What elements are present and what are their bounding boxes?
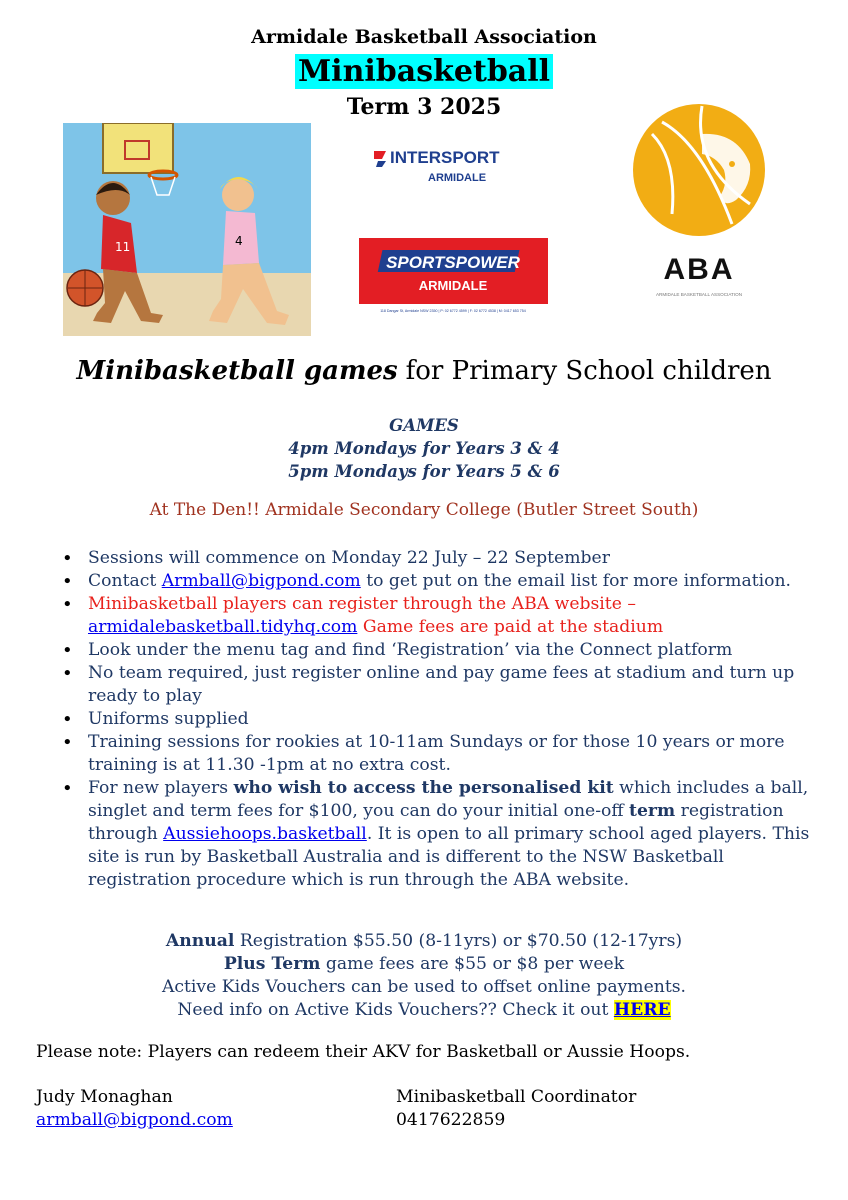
list-item xyxy=(60,570,820,593)
bullet-text: Training sessions for rookies at 10-11am Sundays or for those 10 years or more training is at 11.30 -1pm at no extra cost. xyxy=(88,732,785,775)
program-title: Minibasketball xyxy=(295,54,553,89)
coordinator-email-link[interactable]: armball@bigpond.com xyxy=(36,1110,233,1130)
list-item xyxy=(60,547,820,570)
bullet-bold-text: term xyxy=(629,801,676,821)
fees-block xyxy=(0,930,848,1022)
aba-letters: ABA xyxy=(663,253,735,286)
vouchers-here-link[interactable]: HERE xyxy=(613,1000,671,1020)
aussiehoops-link[interactable]: Aussiehoops.basketball xyxy=(163,824,367,844)
bullet-text: Sessions will commence on Monday 22 July – 22 September xyxy=(88,548,610,568)
games-heading: GAMES xyxy=(389,416,459,435)
games-block xyxy=(0,414,848,483)
kids-basketball-illustration xyxy=(63,123,311,336)
sportspower-sub: ARMIDALE xyxy=(418,278,488,293)
bullet-text: registration through xyxy=(88,801,784,844)
bullet-text: Look under the menu tag and find ‘Registration’ via the Connect platform xyxy=(88,640,733,660)
list-item xyxy=(60,639,820,662)
list-item xyxy=(60,708,820,731)
intersport-name: INTERSPORT xyxy=(390,148,500,167)
coordinator-role: Minibasketball Coordinator xyxy=(396,1087,637,1107)
tagline-rest: for Primary School children xyxy=(405,356,772,386)
contact-email-link[interactable]: Armball@bigpond.com xyxy=(161,571,361,591)
jersey-number-boy: 11 xyxy=(115,240,131,254)
jersey-number-girl: 4 xyxy=(235,234,243,248)
coordinator-name: Judy Monaghan xyxy=(36,1087,173,1107)
term-text: game fees are $55 or $8 per week xyxy=(320,954,625,974)
games-line-2: 5pm Mondays for Years 5 & 6 xyxy=(288,462,560,481)
bullet-text: Minibasketball players can register through the ABA website – xyxy=(88,594,636,614)
sportspower-logo xyxy=(359,238,548,316)
vouchers-info-line xyxy=(0,999,848,1022)
term-fee-line xyxy=(0,953,848,976)
venue: At The Den!! Armidale Secondary College (Butler Street South) xyxy=(149,500,699,520)
bullet-text: . It is open to all primary school aged players. This site is run by Basketball Australia and is different to the NSW Basketball registration procedure which is run through the ABA website. xyxy=(88,824,810,890)
bullet-text: No team required, just register online and pay game fees at stadium and turn up ready to play xyxy=(88,663,795,706)
annual-fee-line xyxy=(0,930,848,953)
association-title: Armidale Basketball Association xyxy=(251,26,597,48)
list-item xyxy=(60,731,820,777)
tagline xyxy=(0,356,848,386)
annual-label: Annual xyxy=(165,931,235,951)
bullet-text: which includes a ball, singlet and term fees for $100, you can do your initial one-off xyxy=(88,778,809,821)
sportspower-name: SPORTSPOWER xyxy=(386,253,520,272)
bullet-text: Uniforms supplied xyxy=(88,709,249,729)
intersport-sub: ARMIDALE xyxy=(428,172,487,184)
program-title-wrap xyxy=(0,54,848,89)
aba-website-link[interactable]: armidalebasketball.tidyhq.com xyxy=(88,617,358,637)
coordinator-phone: 0417622859 xyxy=(396,1110,506,1130)
info-bullet-list xyxy=(60,547,820,892)
vouchers-line: Active Kids Vouchers can be used to offset online payments. xyxy=(161,977,687,997)
bullet-bold-text: who wish to access the personalised kit xyxy=(233,778,614,798)
list-item xyxy=(60,593,820,639)
annual-text: Registration $55.50 (8-11yrs) or $70.50 (12-17yrs) xyxy=(234,931,683,951)
term-title: Term 3 2025 xyxy=(346,94,502,120)
vouchers-info-text: Need info on Active Kids Vouchers?? Check it out xyxy=(177,1000,614,1020)
aba-caption: ARMIDALE BASKETBALL ASSOCIATION xyxy=(655,292,743,297)
bullet-text: For new players xyxy=(88,778,234,798)
sportspower-address: 118 Dangar St, Armidale NSW 2350 | P: 02 6772 4599 | F: 02 6772 4538 | M: 0417 653 754 xyxy=(380,309,526,313)
intersport-logo xyxy=(372,145,532,185)
bullet-text: Contact xyxy=(88,571,162,591)
list-item xyxy=(60,662,820,708)
games-line-1: 4pm Mondays for Years 3 & 4 xyxy=(288,439,560,458)
term-label: Plus Term xyxy=(223,954,321,974)
tagline-emphasis: Minibasketball games xyxy=(76,356,398,386)
bullet-text: Game fees are paid at the stadium xyxy=(357,617,664,637)
bullet-text: to get put on the email list for more information. xyxy=(360,571,791,591)
aba-logo xyxy=(632,104,767,300)
list-item xyxy=(60,777,820,892)
akv-note: Please note: Players can redeem their AKV for Basketball or Aussie Hoops. xyxy=(36,1042,691,1062)
